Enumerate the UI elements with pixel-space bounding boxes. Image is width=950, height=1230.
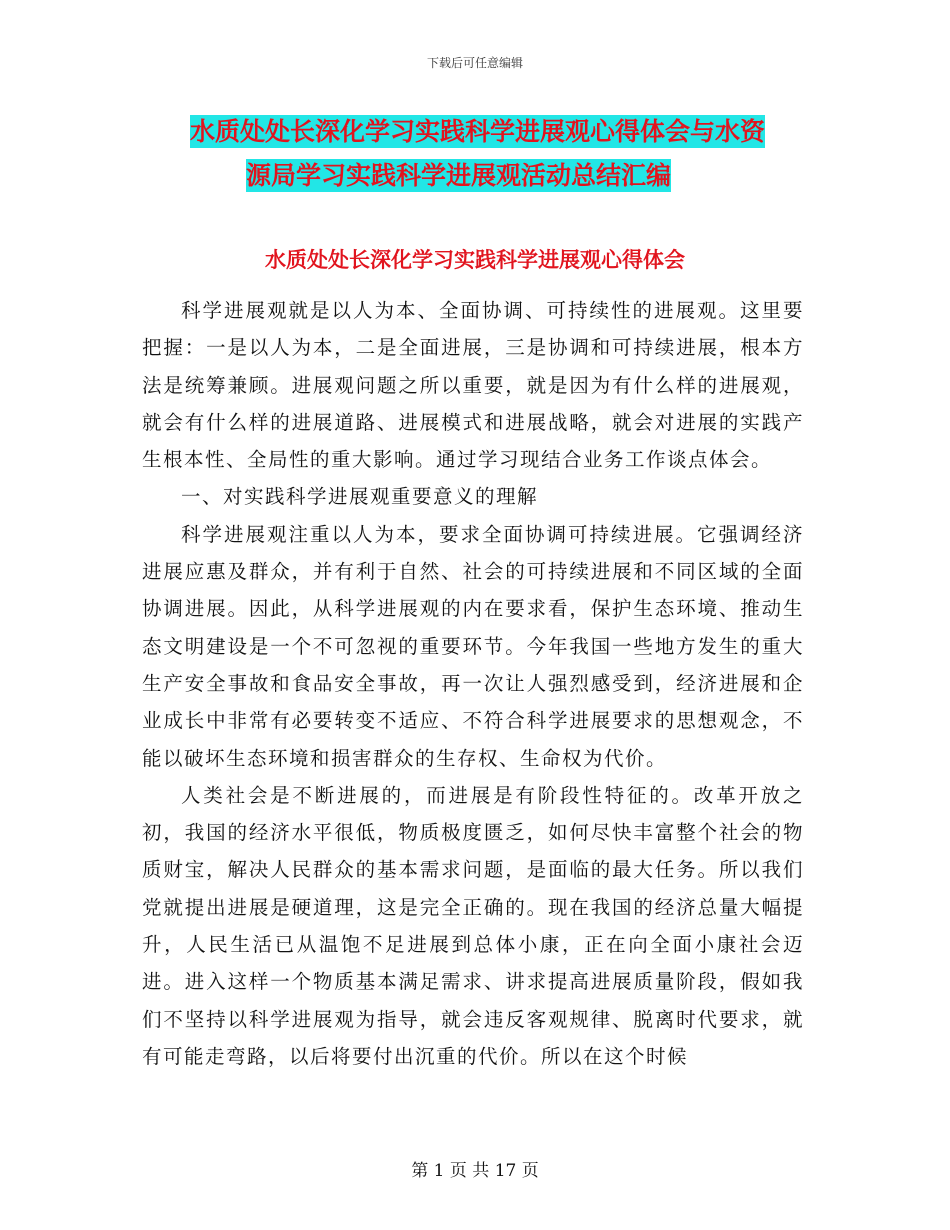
- document-title-line-2: 源局学习实践科学进展观活动总结汇编: [246, 161, 672, 190]
- paragraph: 科学进展观注重以人为本，要求全面协调可持续进展。它强调经济进展应惠及群众，并有利于自然、社会的可持续进展和不同区域的全面协调进展。因此，从科学进展观的内在要求看，保护生态环境、推动生态文明建设是一个不可忽视的重要环节。今年我国一些地方发生的重大生产安全事故和食品安全事故，再一次让人强烈感受到，经济进展和企业成长中非常有必要转变不适应、不符合科学进展要求的思想观念，不能以破坏生态环境和损害群众的生存权、生命权为代价。: [142, 522, 804, 770]
- subheading: 一、对实践科学进展观重要意义的理解: [181, 485, 539, 509]
- paragraph: 科学进展观就是以人为本、全面协调、可持续性的进展观。这里要把握：一是以人为本，二是全面进展，三是协调和可持续进展，根本方法是统筹兼顾。进展观问题之所以重要，就是因为有什么样的进展观，就会有什么样的进展道路、进展模式和进展战略，就会对进展的实践产生根本性、全局性的重大影响。通过学习现结合业务工作谈点体会。: [142, 299, 804, 472]
- page-number-footer: 第 1 页 共 17 页: [411, 1161, 539, 1181]
- document-title: [190, 110, 810, 198]
- page-header-note: 下载后可任意编辑: [426, 56, 523, 70]
- document-title-line-1: 水质处处长深化学习实践科学进展观心得体会与水资: [190, 117, 766, 146]
- document-body: [142, 292, 804, 1075]
- paragraph: 人类社会是不断进展的，而进展是有阶段性特征的。改革开放之初，我国的经济水平很低，物质极度匮乏，如何尽快丰富整个社会的物质财宝，解决人民群众的基本需求问题，是面临的最大任务。所以我们党就提出进展是硬道理，这是完全正确的。现在我国的经济总量大幅提升，人民生活已从温饱不足进展到总体小康，正在向全面小康社会迈进。进入这样一个物质基本满足需求、讲求提高进展质量阶段，假如我们不坚持以科学进展观为指导，就会违反客观规律、脱离时代要求，就有可能走弯路，以后将要付出沉重的代价。所以在这个时候: [142, 783, 804, 1068]
- section-title: 水质处处长深化学习实践科学进展观心得体会: [265, 248, 685, 272]
